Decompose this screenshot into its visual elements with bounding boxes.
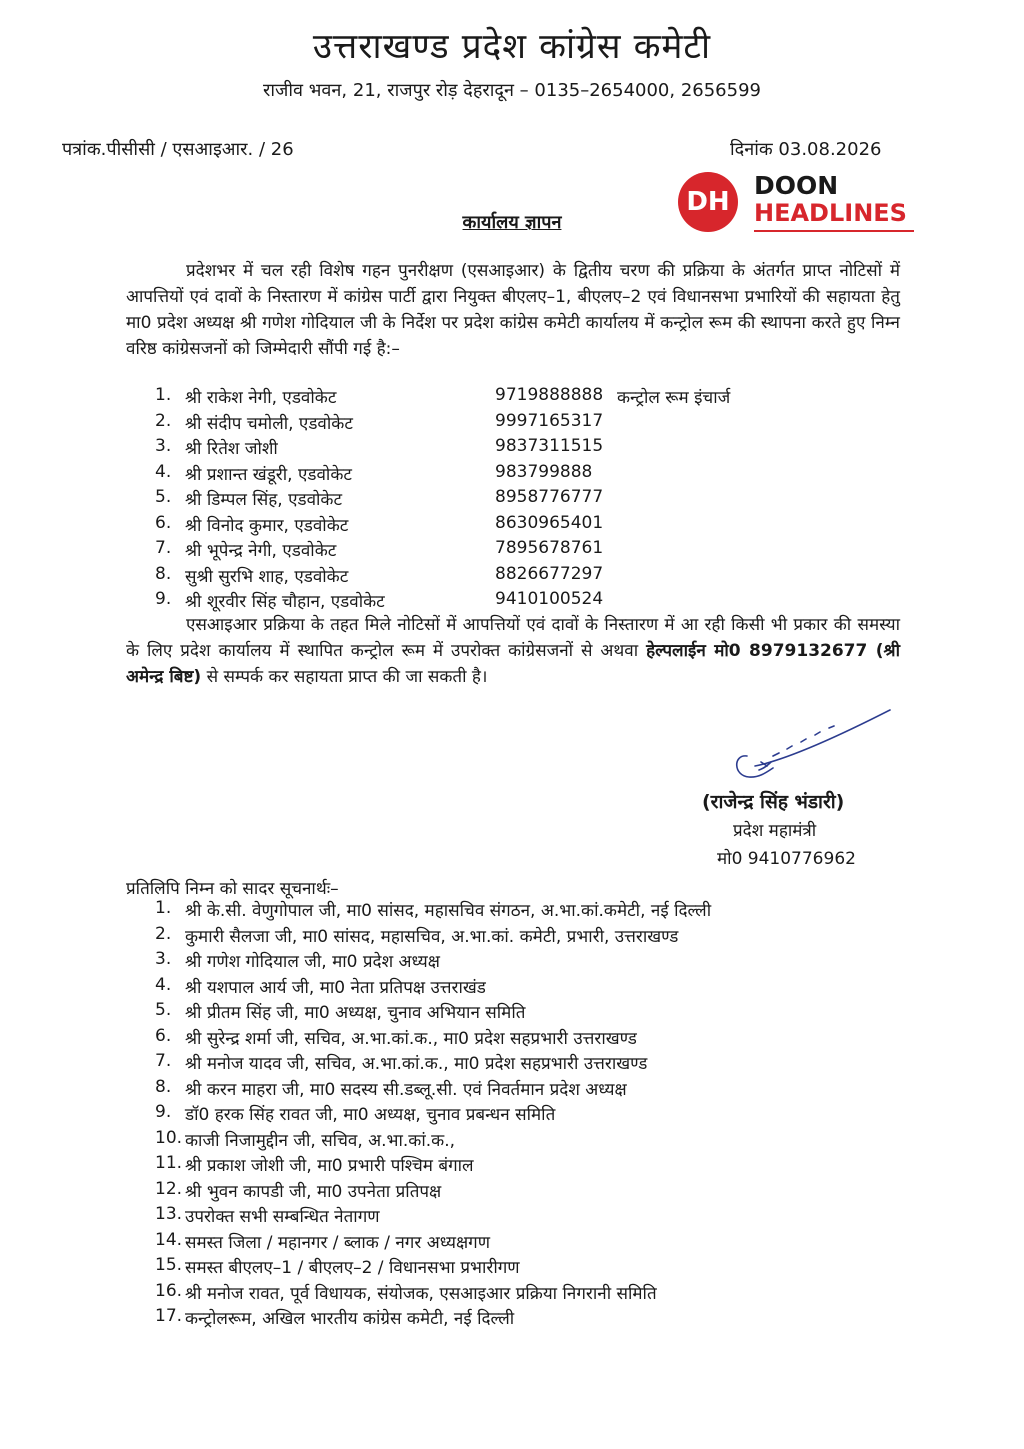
team-member-name: श्री राकेश नेगी, एडवोकेट — [185, 388, 337, 408]
copy-recipient-number: 6. — [155, 1025, 172, 1046]
copy-recipient-number: 7. — [155, 1051, 172, 1071]
team-member-phone: 9719888888 — [495, 385, 604, 405]
team-member-name: श्री भूपेन्द्र नेगी, एडवोकेट — [185, 541, 337, 561]
copy-recipient-text: डॉ0 हरक सिंह रावत जी, मा0 अध्यक्ष, चुनाव प्रबन्धन समिति — [185, 1105, 556, 1125]
copy-recipient-number: 14. — [155, 1229, 183, 1250]
copy-recipient-text: श्री भुवन कापडी जी, मा0 उपनेता प्रतिपक्ष — [185, 1181, 442, 1202]
copy-recipient-text: श्री करन माहरा जी, मा0 सदस्य सी.डब्लू.सी. एवं निवर्तमान प्रदेश अध्यक्ष — [185, 1079, 627, 1100]
helpline-text-before: एसआइआर प्रक्रिया के तहत मिले नोटिसों में आपत्तियों एवं दावों के निस्तारण में आ रही किसी भी प्रकार की समस्या के लिए प्रदेश कार्यालय में स्थापित कन्ट्रोल रूम में उपरोक्त कांग्रेसजनों से अथवा — [126, 615, 900, 661]
team-member-row — [155, 589, 875, 615]
copy-recipient-number: 17. — [155, 1306, 183, 1326]
team-member-row — [155, 513, 875, 539]
team-member-name: श्री प्रशान्त खंडूरी, एडवोकेट — [185, 464, 352, 485]
team-member-number: 6. — [155, 512, 172, 533]
copy-recipient-text: श्री मनोज यादव जी, सचिव, अ.भा.कां.क., मा0 प्रदेश सहप्रभारी उत्तराखण्ड — [185, 1054, 648, 1074]
organization-address: राजीव भवन, 21, राजपुर रोड़ देहरादून – 0135–2654000, 2656599 — [263, 80, 761, 101]
team-member-number: 4. — [155, 461, 172, 482]
team-member-phone: 9410100524 — [495, 589, 604, 609]
copy-recipient-number: 4. — [155, 974, 172, 995]
team-member-number: 1. — [155, 385, 172, 405]
copy-recipient-text: श्री गणेश गोदियाल जी, मा0 प्रदेश अध्यक्ष — [185, 952, 440, 972]
copy-recipient-number: 9. — [155, 1102, 172, 1122]
team-member-row — [155, 487, 875, 513]
team-member-row — [155, 411, 875, 437]
signatory-title: प्रदेश महामंत्री — [733, 821, 817, 841]
team-member-row — [155, 436, 875, 462]
team-member-name: श्री डिम्पल सिंह, एडवोकेट — [185, 490, 343, 510]
signatory-name: (राजेन्द्र सिंह भंडारी) — [702, 791, 845, 813]
copy-recipient-text: श्री मनोज रावत, पूर्व विधायक, संयोजक, एसआइआर प्रक्रिया निगरानी समिति — [185, 1283, 657, 1304]
team-member-number: 8. — [155, 563, 172, 584]
team-member-row — [155, 564, 875, 590]
copy-recipient-text: श्री सुरेन्द्र शर्मा जी, सचिव, अ.भा.कां.क., मा0 प्रदेश सहप्रभारी उत्तराखण्ड — [185, 1028, 637, 1049]
copy-recipient-text: समस्त बीएलए–1 / बीएलए–2 / विधानसभा प्रभारीगण — [185, 1258, 520, 1278]
team-member-name: सुश्री सुरभि शाह, एडवोकेट — [185, 566, 349, 587]
signatory-phone: मो0 9410776962 — [717, 849, 856, 869]
team-member-phone: 983799888 — [495, 461, 593, 482]
document-date: दिनांक 03.08.2026 — [730, 139, 882, 160]
team-member-name: श्री शूरवीर सिंह चौहान, एडवोकेट — [185, 592, 385, 612]
copy-recipient-text: श्री प्रकाश जोशी जी, मा0 प्रभारी पश्चिम बंगाल — [185, 1156, 474, 1176]
copy-recipient-text: उपरोक्त सभी सम्बन्धित नेतागण — [185, 1207, 380, 1227]
team-member-number: 2. — [155, 410, 172, 431]
team-member-number: 5. — [155, 487, 172, 507]
team-member-name: श्री रितेश जोशी — [185, 439, 278, 459]
copy-recipient-number: 16. — [155, 1280, 183, 1301]
helpline-number: हेल्पलाईन मो0 8979132677 (श्री अमेन्द्र बिष्ट) — [126, 641, 900, 687]
copy-recipient-text: कुमारी सैलजा जी, मा0 सांसद, महासचिव, अ.भा.कां. कमेटी, प्रभारी, उत्तराखण्ड — [185, 926, 679, 947]
copy-recipient-number: 1. — [155, 898, 172, 918]
logo-badge: DH — [678, 172, 738, 232]
logo-word-headlines: HEADLINES — [754, 199, 907, 227]
team-member-name: श्री संदीप चमोली, एडवोकेट — [185, 413, 353, 434]
team-member-phone: 9997165317 — [495, 410, 604, 431]
copy-recipient-number: 3. — [155, 949, 172, 969]
memo-title: कार्यालय ज्ञापन — [462, 212, 562, 233]
copy-recipient-text: श्री यशपाल आर्य जी, मा0 नेता प्रतिपक्ष उत्तराखंड — [185, 977, 486, 998]
intro-paragraph: प्रदेशभर में चल रही विशेष गहन पुनरीक्षण (एसआइआर) के द्वितीय चरण की प्रक्रिया के अंतर्गत प्राप्त नोटिसों में आपत्तियों एवं दावों के निस्तारण में कांग्रेस पार्टी द्वारा नियुक्त बीएलए–1, बीएलए–2 एवं विधानसभा प्रभारियों की सहायता हेतु मा0 प्रदेश अध्यक्ष श्री गणेश गोदियाल जी के निर्देश पर प्रदेश कांग्रेस कमेटी कार्यालय में कन्ट्रोल रूम की स्थापना करते हुए निम्न वरिष्ठ कांग्रेसजनों को जिम्मेदारी सौंपी गई है:– — [126, 261, 900, 359]
copy-recipient-number: 11. — [155, 1153, 183, 1173]
team-member-name: श्री विनोद कुमार, एडवोकेट — [185, 515, 349, 536]
team-member-number: 7. — [155, 538, 172, 558]
team-member-phone: 8958776777 — [495, 487, 604, 507]
copy-recipient-text: कन्ट्रोलरूम, अखिल भारतीय कांग्रेस कमेटी, नई दिल्ली — [185, 1309, 515, 1329]
team-member-row — [155, 462, 875, 488]
logo-word-doon: DOON — [754, 171, 839, 200]
copy-recipient-number: 13. — [155, 1204, 183, 1224]
copy-recipient-text: समस्त जिला / महानगर / ब्लाक / नगर अध्यक्षगण — [185, 1232, 491, 1253]
team-member-role: कन्ट्रोल रूम इंचार्ज — [617, 388, 731, 408]
copy-recipient-number: 5. — [155, 1000, 172, 1020]
team-member-phone: 8630965401 — [495, 512, 604, 533]
copy-recipient-number: 10. — [155, 1127, 183, 1148]
helpline-text-after: से सम्पर्क कर सहायता प्राप्त की जा सकती है। — [201, 667, 488, 687]
signature-image — [725, 700, 900, 790]
copy-recipient-number: 15. — [155, 1255, 183, 1275]
organization-name: उत्तराखण्ड प्रदेश कांग्रेस कमेटी — [312, 27, 712, 67]
copy-recipient-text: काजी निजामुद्दीन जी, सचिव, अ.भा.कां.क., — [185, 1130, 456, 1151]
team-member-row — [155, 538, 875, 564]
reference-number: पत्रांक.पीसीसी / एसआइआर. / 26 — [62, 139, 294, 160]
copy-recipient-text: श्री प्रीतम सिंह जी, मा0 अध्यक्ष, चुनाव अभियान समिति — [185, 1003, 526, 1023]
copy-recipient-text: श्री के.सी. वेणुगोपाल जी, मा0 सांसद, महासचिव संगठन, अ.भा.कां.कमेटी, नई दिल्ली — [185, 901, 712, 921]
copy-recipient-number: 12. — [155, 1178, 183, 1199]
helpline-paragraph — [126, 612, 900, 690]
team-member-number: 9. — [155, 589, 172, 609]
copy-recipient-number: 2. — [155, 923, 172, 944]
team-member-phone: 8826677297 — [495, 563, 604, 584]
team-member-row — [155, 385, 875, 411]
copy-recipient-number: 8. — [155, 1076, 172, 1097]
team-member-number: 3. — [155, 436, 172, 456]
copy-to-heading: प्रतिलिपि निम्न को सादर सूचनार्थः– — [126, 879, 339, 899]
team-member-phone: 7895678761 — [495, 538, 604, 558]
team-member-phone: 9837311515 — [495, 436, 604, 456]
